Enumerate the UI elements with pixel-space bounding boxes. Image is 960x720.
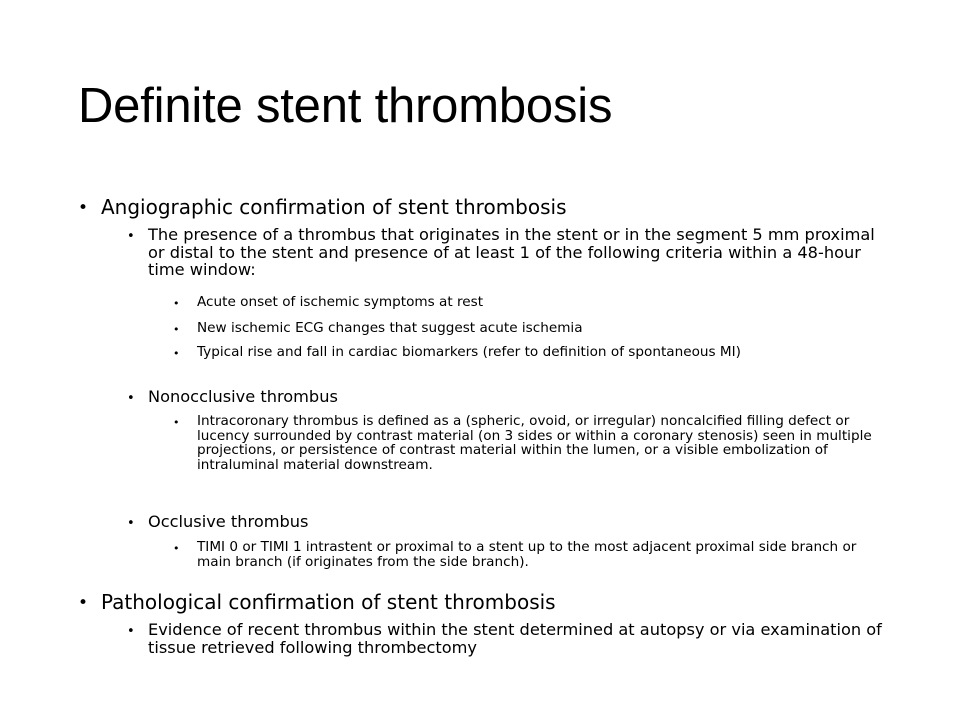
bullet-icon: •	[127, 624, 135, 639]
list-item-nonocclusive-detail: Intracoronary thrombus is defined as a (spheric, ovoid, or irregular) noncalcified filling defect or lucency surrounded by contrast material (on 3 sides or within a coronary stenosis) seen in multiple projections, or persistence of contrast material within the lumen, or a visible embolization of intraluminal material downstream.	[197, 413, 872, 473]
list-item-occlusive: Occlusive thrombus	[148, 512, 309, 531]
bullet-icon: •	[173, 297, 180, 310]
bullet-icon: •	[127, 391, 135, 406]
bullet-icon: •	[173, 323, 180, 336]
list-item-occlusive-detail: TIMI 0 or TIMI 1 intrastent or proximal to a stent up to the most adjacent proximal side branch or main branch (if originates from the side branch).	[197, 539, 857, 570]
bullet-icon: •	[173, 347, 180, 360]
bullet-icon: •	[78, 593, 89, 613]
bullet-icon: •	[127, 229, 135, 244]
list-item-presence: The presence of a thrombus that originates in the stent or in the segment 5 mm proximal or distal to the stent and presence of at least 1 of the following criteria within a 48-hour time window:	[148, 225, 875, 279]
list-item-evidence: Evidence of recent thrombus within the stent determined at autopsy or via examination of tissue retrieved following thrombectomy	[148, 620, 882, 657]
bullet-icon: •	[127, 516, 135, 531]
list-item-angiographic: Angiographic confirmation of stent thrombosis	[101, 195, 567, 219]
slide-title: Definite stent thrombosis	[78, 79, 613, 133]
list-item-pathological: Pathological confirmation of stent thrombosis	[101, 590, 556, 614]
list-item-nonocclusive: Nonocclusive thrombus	[148, 387, 338, 406]
bullet-icon: •	[173, 416, 180, 429]
bullet-icon: •	[173, 542, 180, 555]
list-item-criteria-3: Typical rise and fall in cardiac biomarkers (refer to definition of spontaneous MI)	[197, 344, 741, 360]
list-item-criteria-1: Acute onset of ischemic symptoms at rest	[197, 294, 484, 310]
bullet-icon: •	[78, 198, 89, 218]
list-item-criteria-2: New ischemic ECG changes that suggest acute ischemia	[197, 320, 583, 336]
